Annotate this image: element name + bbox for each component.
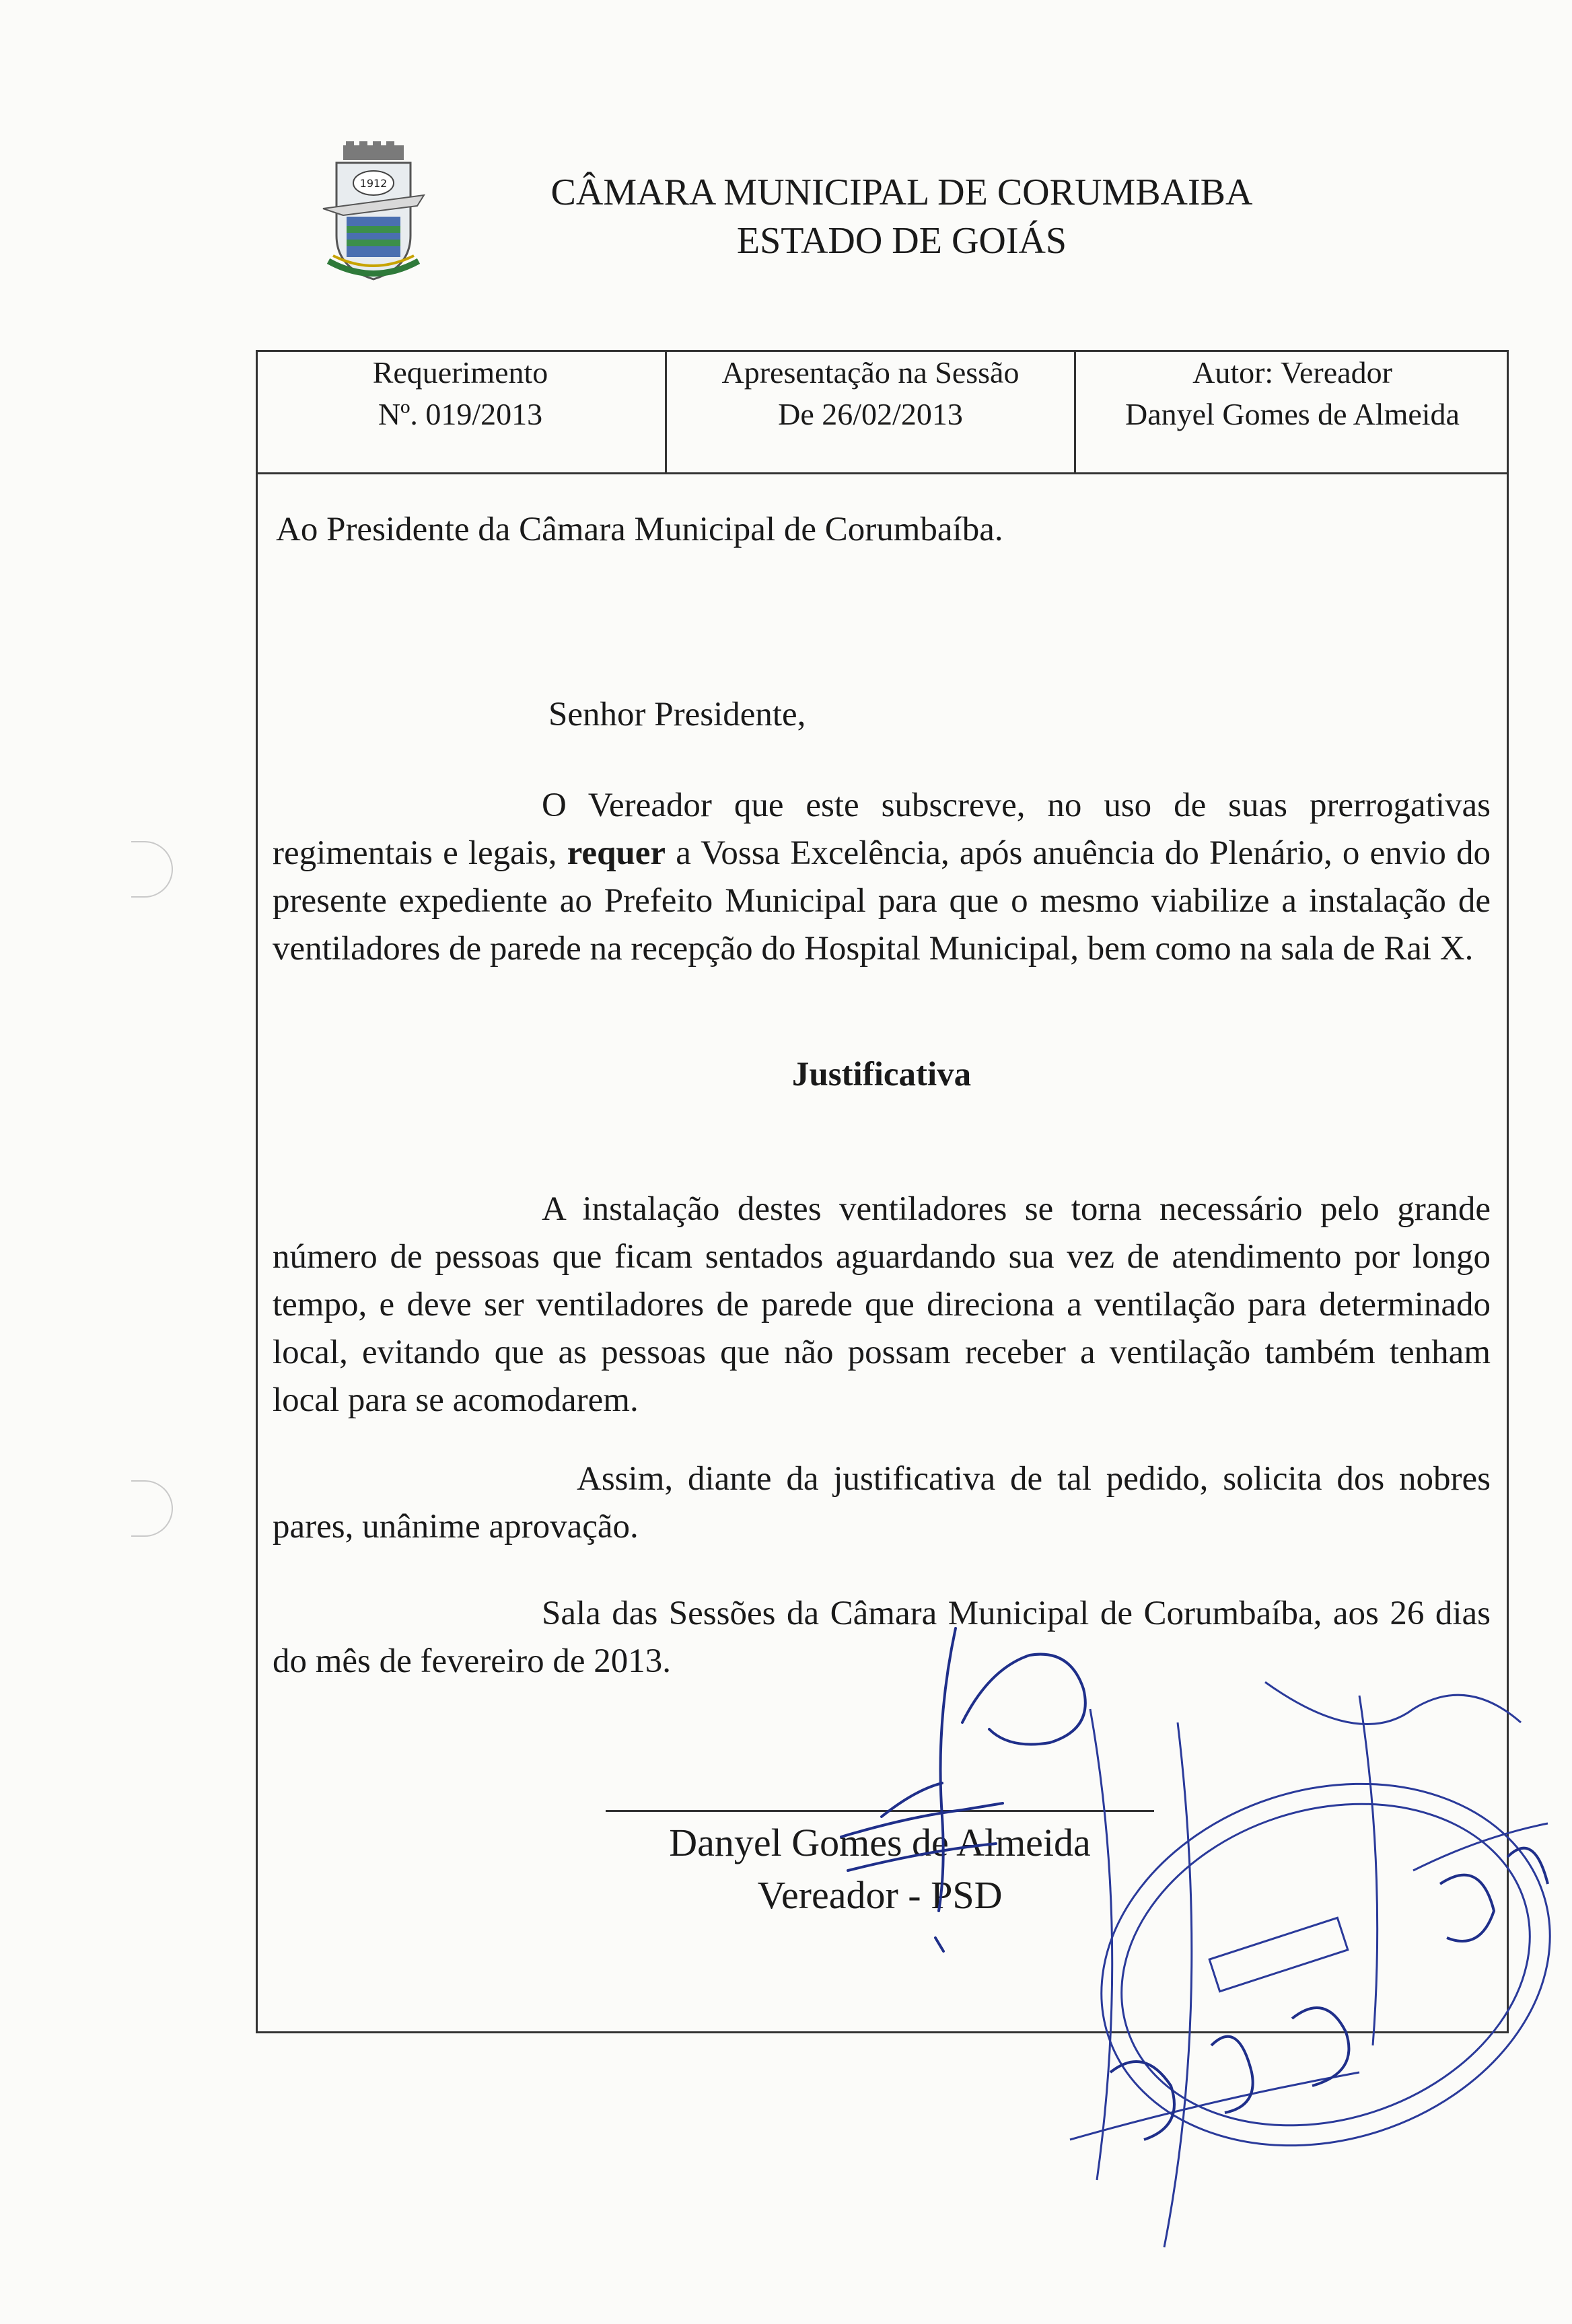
- header-subtitle: ESTADO DE GOIÁS: [736, 220, 1067, 262]
- session-date: De 26/02/2013: [778, 397, 963, 431]
- justification-paragraph: [273, 1186, 1491, 1424]
- author-name: Danyel Gomes de Almeida: [1125, 397, 1460, 431]
- request-paragraph: [273, 782, 1491, 973]
- request-number-cell: [256, 350, 667, 472]
- request-text-a: O Vereador que este subscreve, no uso de suas prerrogativas regimentais e legais,: [273, 787, 1491, 872]
- coat-of-arms-icon: [316, 141, 431, 289]
- request-number: Nº. 019/2013: [378, 397, 543, 431]
- author-label: Autor: Vereador: [1192, 355, 1392, 390]
- request-label: Requerimento: [372, 355, 548, 390]
- request-text-b: a Vossa Excelência, após anuência do Plenário, o envio do presente expediente ao Prefeito Municipal para que o mesmo viabilize a instalação de ventiladores de parede na recepção do Hospital Municipal, bem como na sala de Rai X.: [273, 834, 1491, 968]
- dateline-text: Sala das Sessões da Câmara Municipal de Corumbaíba, aos 26 dias do mês de fevereiro de 2013.: [273, 1595, 1491, 1680]
- section-title: Justificativa: [791, 1056, 972, 1093]
- session-date-cell: [667, 350, 1076, 472]
- salutation: Ao Presidente da Câmara Municipal de Corumbaíba.: [276, 511, 1003, 548]
- svg-text:1912: 1912: [359, 177, 388, 190]
- closing-text: Assim, diante da justificativa de tal pedido, solicita dos nobres pares, unânime aprovação.: [273, 1460, 1491, 1546]
- closing-paragraph: [273, 1455, 1491, 1551]
- session-label: Apresentação na Sessão: [721, 355, 1020, 390]
- request-keyword: requer: [567, 834, 666, 872]
- header-title: CÂMARA MUNICIPAL DE CORUMBAIBA: [550, 172, 1253, 213]
- greeting: Senhor Presidente,: [548, 696, 806, 733]
- signer-name: Danyel Gomes de Almeida: [669, 1821, 1091, 1864]
- signer-role: Vereador - PSD: [757, 1873, 1003, 1917]
- approval-stamp-icon: [1009, 1669, 1572, 2324]
- punch-hole: [131, 841, 173, 898]
- justification-text: A instalação destes ventiladores se torna necessário pelo grande número de pessoas que ficam sentados aguardando sua vez de atendimento por longo tempo, e deve ser ventiladores de parede que direciona a ventilação para determinado local, evitando que as pessoas que não possam receber a ventilação também tenham local para se acomodarem.: [273, 1190, 1491, 1419]
- author-cell: [1076, 350, 1509, 472]
- info-table: [256, 350, 1509, 474]
- punch-hole: [131, 1480, 173, 1537]
